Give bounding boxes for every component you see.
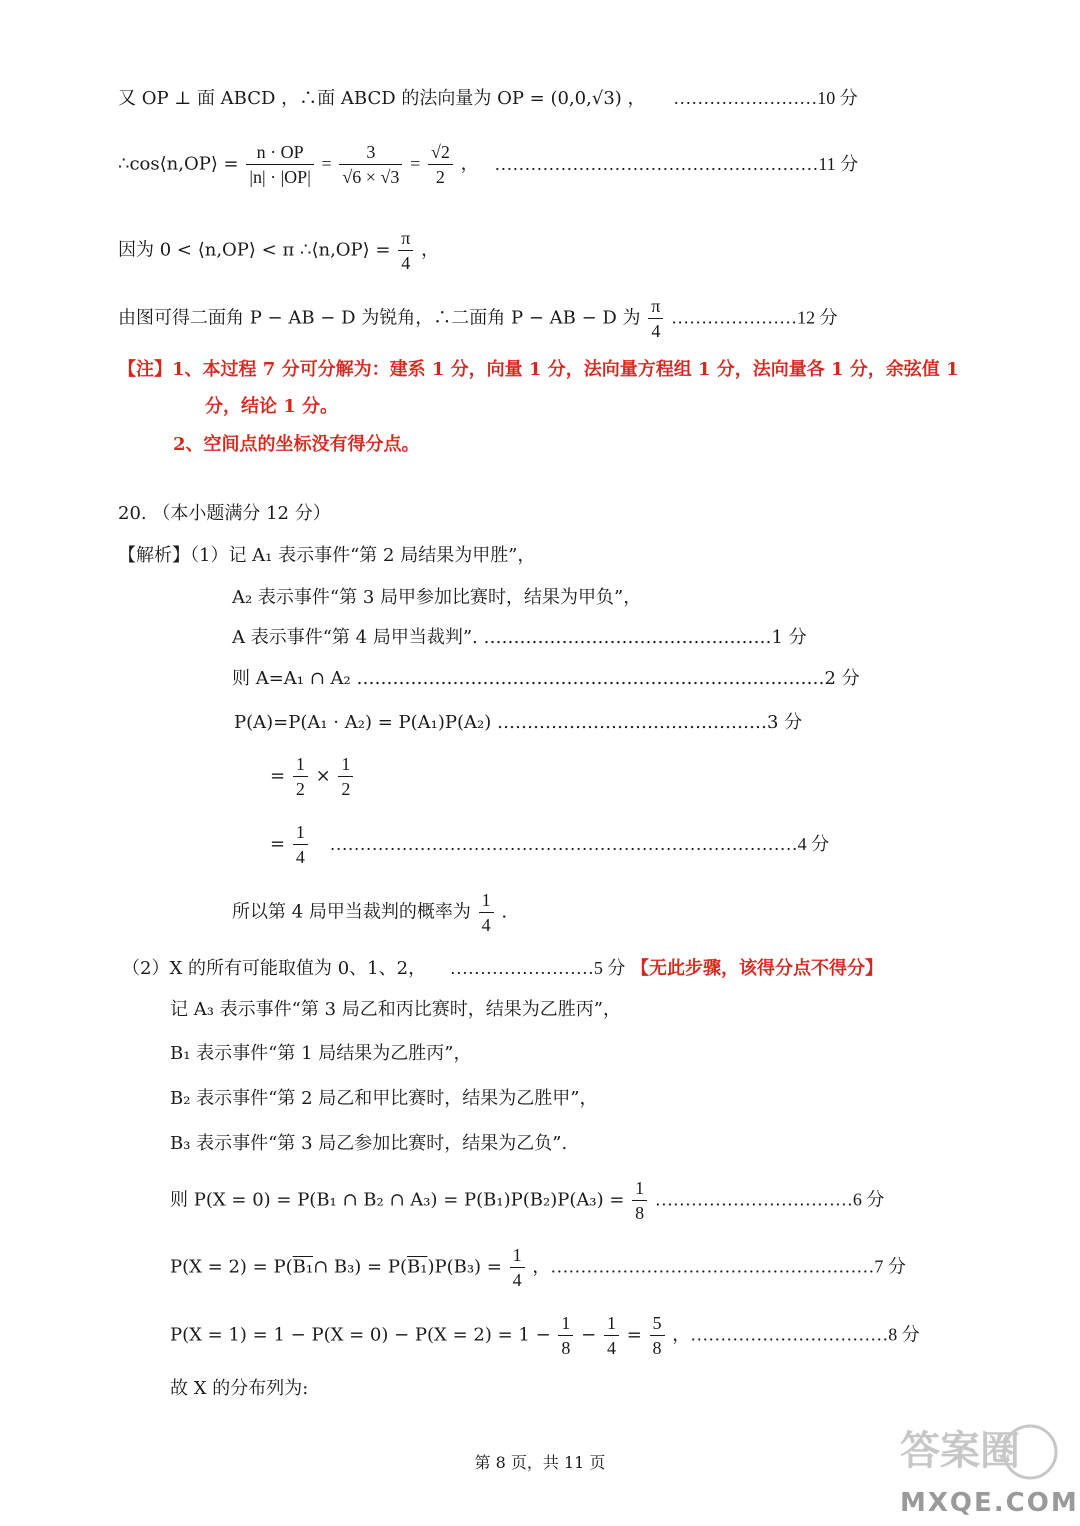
fraction-one-quarter: $\frac{1}{4}$ — [293, 820, 308, 869]
normal-vector-text: 又 OP ⊥ 面 ABCD ，∴面 ABCD 的法向量为 OP = (0,0,√3) ， — [118, 88, 646, 109]
fraction-one-eighth: $\frac{1}{8}$ — [632, 1176, 647, 1225]
fraction-conclusion: $\frac{1}{4}$ — [479, 888, 494, 937]
fraction-b8-1: $\frac{1}{8}$ — [558, 1311, 573, 1360]
points-8: ，……………………………8 分 — [672, 1324, 920, 1345]
q20-analysis-1: 【解析】（1）记 A₁ 表示事件“第 2 局结果为甲胜”， — [118, 545, 536, 566]
fraction-3-over-root: $\frac{3}{√6 \times √3}$ — [339, 140, 402, 189]
cosine-lhs: ∴cos⟨n,OP⟩ = — [118, 153, 239, 175]
line-dihedral-angle — [118, 294, 838, 343]
points-10: ……………………10 分 — [673, 88, 858, 108]
line-normal-vector — [118, 85, 858, 112]
line-angle-range: 因为 0 < ⟨n,OP⟩ < π ∴⟨n,OP⟩ = $\frac{\pi}{4}$ ， — [118, 228, 440, 273]
q20-conclusion-1: 所以第 4 局甲当裁判的概率为 $\frac{1}{4}$ . — [232, 890, 508, 935]
fraction-one-half-a: $\frac{1}{2}$ — [293, 752, 308, 801]
points-6: ……………………………6 分 — [654, 1189, 885, 1210]
q20-distribution-heading: 故 X 的分布列为: — [170, 1378, 309, 1399]
fraction-root2-over-2: $\frac{√2}{2}$ — [428, 140, 453, 189]
q20-px1: P(X = 1) = 1 − P(X = 0) − P(X = 2) = 1 − $\frac{1}{8}$ − $\frac{1}{4}$ = $\frac{5}{8}$ ，……………………………8 分 — [170, 1313, 920, 1358]
watermark-logo-text: 答案圈 — [900, 1428, 1020, 1474]
q20-event-b3: B₃ 表示事件“第 3 局乙参加比赛时，结果为乙负”. — [170, 1133, 568, 1154]
q20-px0: 则 P(X = 0) = P(B₁ ∩ B₂ ∩ A₃) = P(B₁)P(B₂)P(A₃) = $\frac{1}{8}$ ……………………………6 分 — [170, 1178, 885, 1223]
angle-range-text: 因为 0 < ⟨n,OP⟩ < π ∴⟨n,OP⟩ = — [118, 239, 391, 261]
fraction-dot-over-norms: $\frac{n \cdot OP}{|n| \cdot |OP|}$ — [246, 140, 313, 189]
q20-event-a3: 记 A₃ 表示事件“第 3 局乙和丙比赛时，结果为乙胜丙”， — [170, 999, 621, 1020]
question-20-title: 20. （本小题满分 12 分） — [118, 503, 331, 524]
q20-event-a: A 表示事件“第 4 局甲当裁判”. …………………………………………1 分 — [232, 627, 807, 648]
dihedral-text: 由图可得二面角 P − AB − D 为锐角，∴二面角 P − AB − D 为 — [118, 307, 641, 329]
points-7: ，………………………………………………7 分 — [532, 1256, 906, 1277]
watermark-site: MXQE.COM — [900, 1488, 1079, 1518]
q20-event-b1: B₁ 表示事件“第 1 局结果为乙胜丙”， — [170, 1043, 472, 1064]
note-line-1: 【注】1、本过程 7 分可分解为：建系 1 分，向量 1 分，法向量方程组 1 分，法向量各 1 分，余弦值 1 — [118, 359, 959, 380]
points-5: ……………………5 分 — [449, 958, 626, 978]
q20-probability-a: P(A)=P(A₁ · A₂) = P(A₁)P(A₂) ………………………………………3 分 — [234, 712, 803, 733]
note-line-2: 2、空间点的坐标没有得分点。 — [173, 434, 420, 455]
fraction-pi-over-4-b: $\frac{\pi}{4}$ — [648, 294, 663, 343]
fraction-one-half-b: $\frac{1}{2}$ — [338, 752, 353, 801]
page-footer: 第 8 页，共 11 页 — [474, 1453, 606, 1472]
note-line-1b: 分，结论 1 分。 — [205, 396, 339, 417]
fraction-pi-over-4: $\frac{\pi}{4}$ — [398, 226, 413, 275]
points-4: ……………………………………………………………………4 分 — [329, 833, 830, 854]
fraction-five-eighths: $\frac{5}{8}$ — [650, 1311, 665, 1360]
q20-result-line: = $\frac{1}{4}$ ……………………………………………………………………4 分 — [270, 822, 830, 867]
line-cosine: ∴cos⟨n,OP⟩ = $\frac{n \cdot OP}{|n| \cdot |OP|}$ = $\frac{3}{√6 \times √3}$ = $\frac{√2}{2}$ ， ………………………………………………11 分 — [118, 142, 859, 187]
q20-part-2: （2）X 的所有可能取值为 0、1、2， ……………………5 分 【无此步骤，该得分点不得分】 — [122, 958, 884, 979]
q20-event-b2: B₂ 表示事件“第 2 局乙和甲比赛时，结果为乙胜甲”， — [170, 1088, 598, 1109]
fraction-b8-2: $\frac{1}{4}$ — [604, 1311, 619, 1360]
q20-intersection: 则 A=A₁ ∩ A₂ ……………………………………………………………………2 分 — [232, 668, 860, 689]
q20-product-line: = $\frac{1}{2}$ × $\frac{1}{2}$ — [270, 752, 355, 801]
q20-px2: P(X = 2) = P(B₁∩ B₃) = P(B₁)P(B₃) = $\frac{1}{4}$ ，………………………………………………7 分 — [170, 1245, 906, 1290]
fraction-one-quarter-b: $\frac{1}{4}$ — [510, 1243, 525, 1292]
q20-event-a2: A₂ 表示事件“第 3 局甲参加比赛时，结果为甲负”， — [232, 587, 642, 608]
points-12: …………………12 分 — [671, 307, 838, 328]
points-11: ………………………………………………11 分 — [494, 153, 859, 174]
missing-step-note: 【无此步骤，该得分点不得分】 — [631, 958, 884, 979]
